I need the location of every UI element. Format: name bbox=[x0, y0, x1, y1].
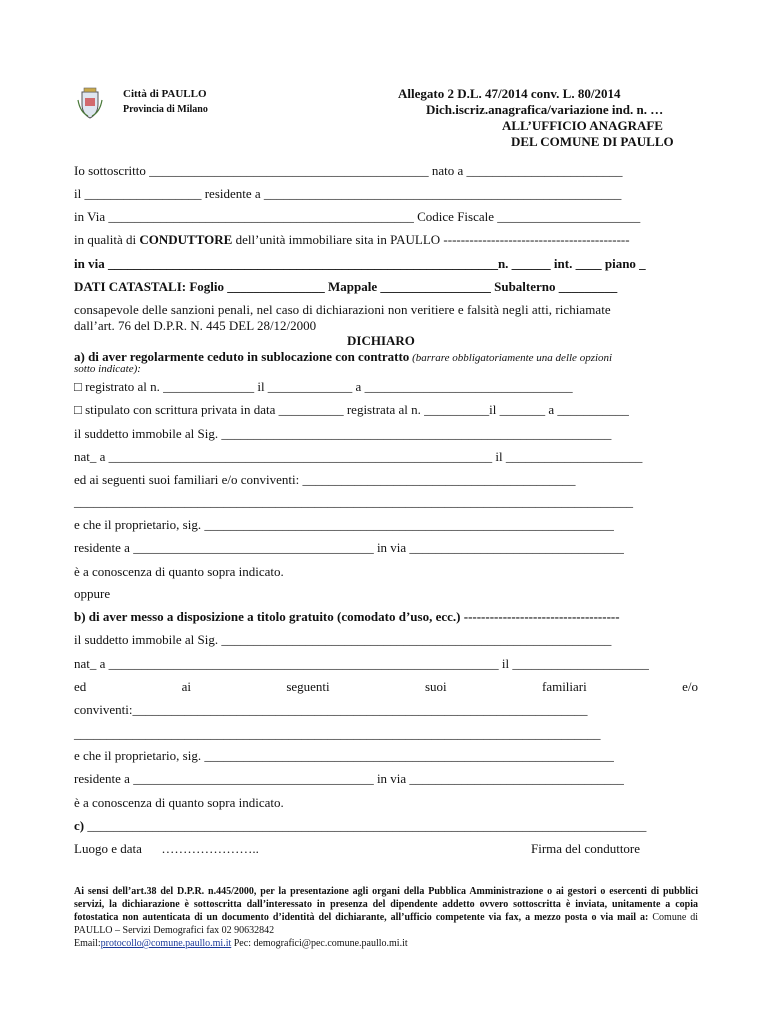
declarant-name-line: Io sottoscritto ___________________________________________ nato a ________________________ bbox=[74, 163, 623, 178]
city-name: Città di PAULLO bbox=[123, 88, 207, 100]
a-subtenant-line: il suddetto immobile al Sig. ____________________________________________________________ bbox=[74, 426, 612, 441]
b-owner-residence-line: residente a _____________________________________ in via _________________________________ bbox=[74, 771, 624, 786]
legal-footer bbox=[74, 885, 698, 950]
b-family-word: ai bbox=[181, 679, 191, 694]
place-date-dots: ………………….. bbox=[161, 841, 259, 856]
option-c-blank: ______________________________________________________________________________________ bbox=[87, 818, 647, 833]
email-link[interactable]: protocollo@comune.paullo.mi.it bbox=[100, 938, 232, 949]
property-address-line: in via ____________________________________________________________n. ______ int. ____ piano _ bbox=[74, 256, 646, 271]
a-owner-line: e che il proprietario, sig. _______________________________________________________________ bbox=[74, 517, 614, 532]
option-c-line bbox=[74, 818, 646, 834]
a-family-line: ed ai seguenti suoi familiari e/o conviventi: __________________________________________ bbox=[74, 472, 576, 487]
place-date-label: Luogo e data bbox=[74, 841, 142, 856]
office-line-2: DEL COMUNE DI PAULLO bbox=[511, 134, 674, 149]
a-birth-line: nat_ a ___________________________________________________________ il _____________________ bbox=[74, 449, 643, 464]
b-cohabitants-line: conviventi:______________________________________________________________________ bbox=[74, 702, 588, 717]
footer-email-label: Email: bbox=[74, 938, 101, 949]
footer-pec: Pec: demografici@pec.comune.paullo.mi.it bbox=[231, 938, 408, 949]
birth-residence-line: il __________________ residente a _______________________________________________________ bbox=[74, 186, 622, 201]
penalty-notice-line-2: dall’art. 76 del D.P.R. N. 445 DEL 28/12/2000 bbox=[74, 318, 317, 333]
registered-contract-option[interactable]: □ registrato al n. ______________ il _____________ a ________________________________ bbox=[74, 379, 573, 394]
role-suffix: dell’unità immobiliare sita in PAULLO ------------------------------------------- bbox=[232, 232, 630, 247]
option-a-note-cont: sotto indicate): bbox=[74, 363, 141, 375]
b-birth-line: nat_ a ____________________________________________________________ il _____________________ bbox=[74, 656, 649, 671]
b-family-word: seguenti bbox=[286, 679, 330, 694]
b-family-word: e/o bbox=[682, 679, 698, 694]
b-owner-line: e che il proprietario, sig. _______________________________________________________________ bbox=[74, 748, 614, 763]
penalty-notice-line-1: consapevole delle sanzioni penali, nel caso di dichiarazioni non veritiere e falsità negli atti, richiamate bbox=[74, 302, 611, 317]
b-family-word: ed bbox=[74, 679, 87, 694]
b-family-word: familiari bbox=[541, 679, 587, 694]
address-fiscal-code-line: in Via _______________________________________________ Codice Fiscale ______________________ bbox=[74, 209, 641, 224]
footer-legal-text: Ai sensi dell’art.38 del D.P.R. n.445/2000, per la presentazione agli organi della Pubblica Amministrazione o ai gestori o esercenti di pubblici servizi, la dichiarazione è sottoscritta dall’interessato in presenza del dipendente addetto ovvero sottoscritta è inviata, unitamente a copia fotostatica non autenticata di un documento d’identità del dichiarante, all’ufficio competente via fax, a mezzo posta o via mail a: bbox=[74, 886, 698, 923]
private-contract-option[interactable]: □ stipulato con scrittura privata in data __________ registrata al n. __________il _______ a ___________ bbox=[74, 402, 629, 417]
office-line-1: ALL’UFFICIO ANAGRAFE bbox=[502, 118, 663, 133]
option-b-title: b) di aver messo a disposizione a titolo gratuito (comodato d’uso, ecc.) ------------------------------------ bbox=[74, 609, 620, 624]
role-conduttore: CONDUTTORE bbox=[139, 232, 233, 247]
annex-reference: Allegato 2 D.L. 47/2014 conv. L. 80/2014 bbox=[398, 86, 621, 101]
tenant-signature-label: Firma del conduttore bbox=[531, 841, 641, 856]
option-a-title bbox=[74, 349, 612, 365]
province-name: Provincia di Milano bbox=[123, 104, 208, 115]
cadastral-data-line: DATI CATASTALI: Foglio _______________ Mappale _________________ Subalterno _________ bbox=[74, 279, 618, 294]
b-blank-line: _________________________________________________________________________________ bbox=[74, 726, 601, 741]
declare-heading: DICHIARO bbox=[347, 333, 415, 348]
role-prefix: in qualità di bbox=[74, 232, 140, 247]
place-date-line bbox=[74, 841, 259, 857]
municipal-crest-icon bbox=[74, 86, 106, 120]
option-a-text: a) di aver regolarmente ceduto in sublocazione con contratto bbox=[74, 349, 410, 364]
declaration-subject: Dich.iscriz.anagrafica/variazione ind. n. … bbox=[426, 102, 664, 117]
b-acknowledgement: è a conoscenza di quanto sopra indicato. bbox=[74, 795, 284, 810]
a-owner-residence-line: residente a _____________________________________ in via _________________________________ bbox=[74, 540, 624, 555]
b-family-word: suoi bbox=[424, 679, 447, 694]
footer-office-contact: Comune di PAULLO – Servizi Demografici fax 02 90632842 bbox=[74, 912, 699, 936]
or-separator: oppure bbox=[74, 586, 111, 601]
option-c-label: c) bbox=[74, 818, 85, 833]
role-line bbox=[74, 232, 630, 248]
b-subtenant-line: il suddetto immobile al Sig. ____________________________________________________________ bbox=[74, 632, 612, 647]
option-a-note: (barrare obbligatoriamente una delle opzioni bbox=[409, 352, 613, 364]
a-blank-line: ______________________________________________________________________________________ bbox=[74, 494, 633, 509]
b-family-line bbox=[74, 679, 698, 695]
a-acknowledgement: è a conoscenza di quanto sopra indicato. bbox=[74, 564, 284, 579]
